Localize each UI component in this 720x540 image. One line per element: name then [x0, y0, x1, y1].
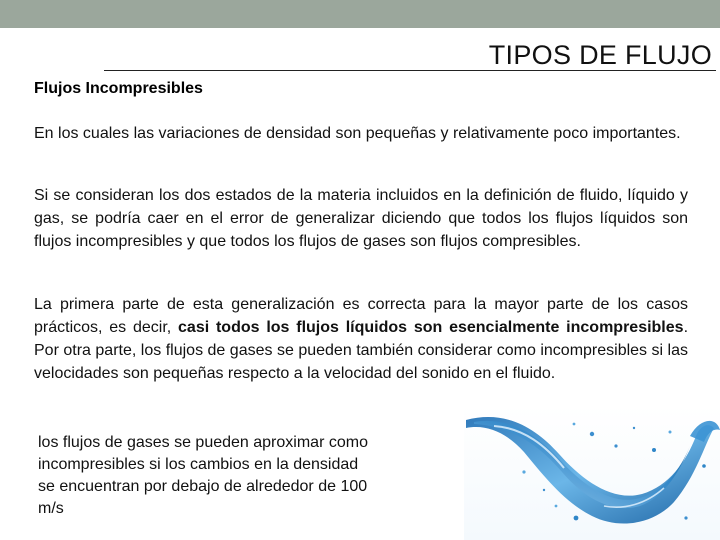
top-bar [0, 0, 720, 28]
water-splash-icon [464, 406, 720, 540]
water-splash-image [464, 406, 720, 540]
paragraph-clarification-part2: . Por otra parte, los flujos de gases se pueden también considerar como incompresibles si las velocidades son pequeñas respecto a la velocidad del sonido en el fluido. [34, 319, 689, 382]
slide-title: TIPOS DE FLUJO [488, 40, 712, 70]
paragraph-generalization: Si se consideran los dos estados de la materia incluidos en la definición de fluido, líquido y gas, se podría caer en el error de generalizar diciendo que todos los flujos líquidos son flujos incompresibles y que todos los flujos de gases son flujos compresibles. [34, 187, 688, 250]
paragraph-definition: En los cuales las variaciones de densidad son pequeñas y relativamente poco importantes. [34, 125, 681, 142]
gas-note: los flujos de gases se pueden aproximar como incompresibles si los cambios en la densidad se encuentran por debajo de alrededor de 100 m/s [38, 434, 368, 517]
paragraph-clarification-bold: casi todos los flujos líquidos son esencialmente incompresibles [178, 319, 684, 336]
section-heading: Flujos Incompresibles [34, 80, 203, 97]
paragraph-clarification [34, 293, 688, 385]
paragraph-clarification-part1: La primera parte de esta generalización es correcta para la mayor parte de los casos prácticos, es decir, [34, 296, 688, 336]
